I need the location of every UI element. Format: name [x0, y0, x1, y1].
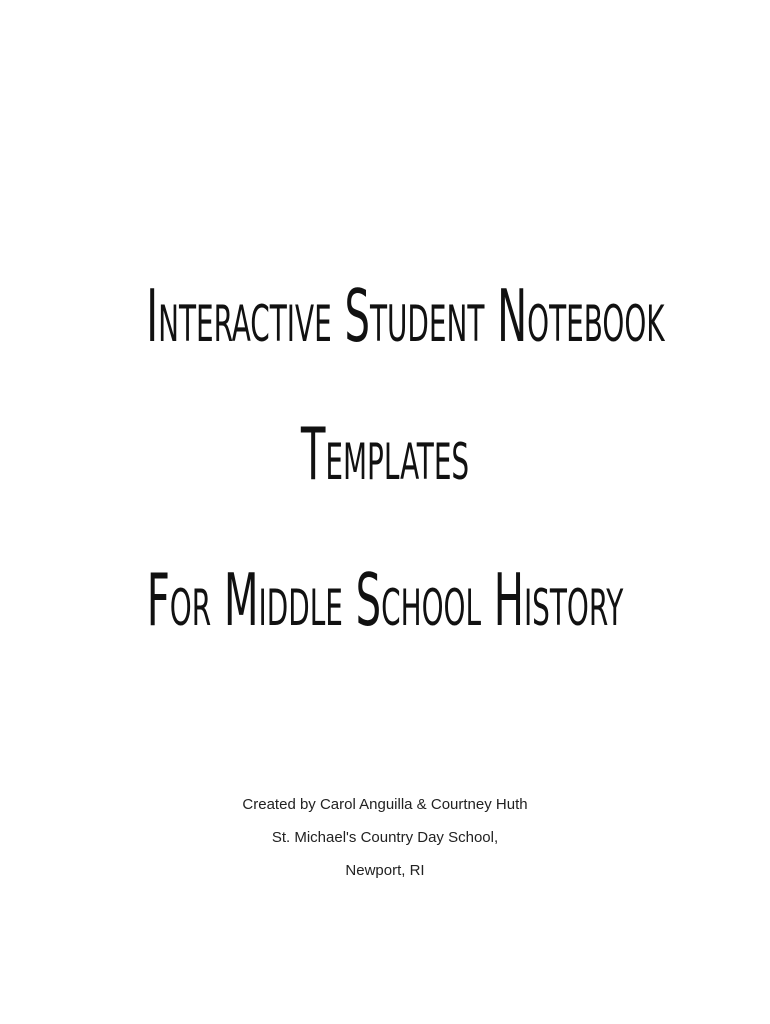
title-line-3: For Middle School History — [146, 558, 624, 642]
title-line-2: Templates — [300, 412, 470, 496]
credit-authors: Created by Carol Anguilla & Courtney Huth — [242, 796, 528, 813]
credit-school: St. Michael's Country Day School, — [271, 829, 499, 846]
credit-location: Newport, RI — [345, 862, 425, 879]
title-line-1: Interactive Student Notebook — [146, 274, 665, 358]
